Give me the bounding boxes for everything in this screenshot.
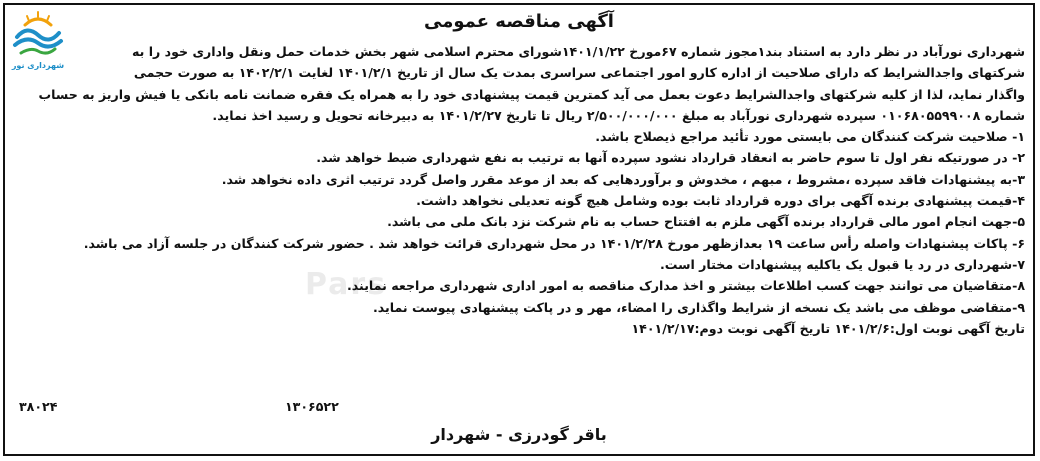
- condition-item: ۶- پاکات پیشنهادات واصله رأس ساعت ۱۹ بعدازظهر مورخ ۱۴۰۱/۲/۲۸ در محل شهرداری قرائت خواهد شد . حضور شرکت کنندگان در جلسه آزاد می باشد.: [83, 235, 1025, 251]
- watermark: Pars: [305, 267, 388, 302]
- condition-item: ۱- صلاحیت شرکت کنندگان می بایستی مورد تأئید مراجع ذیصلاح باشد.: [595, 129, 1025, 145]
- code-mid: ۱۳۰۶۵۲۲: [285, 399, 339, 414]
- publication-dates: تاریخ آگهی نوبت اول:۱۴۰۱/۲/۶ تاریخ آگهی نوبت دوم:۱۴۰۱/۲/۱۷: [631, 320, 1025, 336]
- condition-item: ۲- در صورتیکه نفر اول تا سوم حاضر به انعقاد قرارداد نشود سپرده آنها به ترتیب به نفع شهرداری ضبط خواهد شد.: [316, 150, 1025, 166]
- paragraph-line: شرکتهای واجدالشرایط که دارای صلاحیت از اداره کارو امور اجتماعی سراسری بمدت یک سال از تاریخ ۱۴۰۱/۲/۱ لغایت ۱۴۰۲/۲/۱ به صورت حجمی: [133, 65, 1025, 81]
- signature: باقر گودرزی - شهردار: [431, 425, 607, 444]
- paragraph-line: شماره ۰۱۰۶۸۰۵۵۹۹۰۰۸ سپرده شهرداری نورآباد به مبلغ ۲/۵۰۰/۰۰۰/۰۰۰ ریال تا تاریخ ۱۴۰۱/۲/۲۷ به دبیرخانه تحویل و رسید اخذ نماید.: [212, 107, 1025, 123]
- notice-frame: [3, 3, 1035, 456]
- condition-item: ۸-متقاضیان می توانند جهت کسب اطلاعات بیشتر و اخذ مدارک مناقصه به امور اداری شهرداری مراجعه نمایند.: [347, 278, 1025, 294]
- condition-item: ۳-به پیشنهادات فاقد سپرده ،مشروط ، مبهم ، مخدوش و برآوردهایی که بعد از موعد مقرر واصل گردد ترتیب اثری داده نخواهد شد.: [221, 171, 1025, 187]
- paragraph-line: شهرداری نورآباد در نظر دارد به استناد بند۱مجوز شماره ۶۷مورخ ۱۴۰۱/۱/۲۲شورای محترم اسلامی شهر بخش خدمات حمل ونقل واداری خود را به: [131, 44, 1025, 59]
- code-left: ۳۸۰۲۴: [19, 399, 58, 414]
- logo-caption: شهرداری نور: [11, 61, 65, 70]
- condition-item: ۵-جهت انجام امور مالی قرارداد برنده آگهی ملزم به افتتاح حساب به نام شرکت نزد بانک ملی می باشد.: [387, 214, 1025, 230]
- condition-item: ۷-شهرداری در رد یا قبول یک یاکلیه پیشنهادات مختار است.: [659, 256, 1025, 272]
- condition-item: ۹-متقاضی موظف می باشد یک نسخه از شرایط واگذاری را امضاء، مهر و در پاکت پیشنهادی پیوست نماید.: [372, 299, 1025, 315]
- footer-codes: [13, 399, 1025, 419]
- page-title: آگهی مناقصه عمومی: [424, 11, 614, 32]
- notice-body: [13, 41, 1025, 339]
- condition-item: ۴-قیمت پیشنهادی برنده آگهی برای دوره قرارداد ثابت بوده وشامل هیچ گونه تعدیلی نخواهد داشت.: [416, 193, 1025, 209]
- paragraph-line: واگذار نماید، لذا از کلیه شرکتهای واجدالشرایط دعوت بعمل می آید کمترین قیمت پیشنهادی خود را به همراه یک فقره ضمانت نامه بانکی یا فیش واریز به حساب: [38, 86, 1025, 102]
